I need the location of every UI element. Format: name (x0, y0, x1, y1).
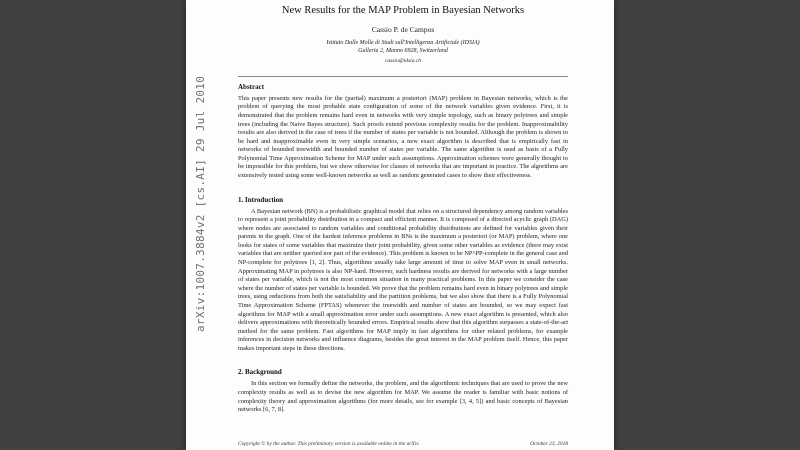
footer-copyright: Copyright © by the author. This preliminary version is available online in the arXiv. (238, 441, 420, 447)
footer-date: October 23, 2018 (530, 441, 568, 447)
paper-title: New Results for the MAP Problem in Bayesian Networks (281, 5, 525, 16)
arxiv-sidebar-stamp: arXiv:1007.3884v2 [cs.AI] 29 Jul 2010 (194, 75, 207, 332)
author-name: Cassio P. de Campos (371, 25, 435, 34)
section-heading-introduction: 1. Introduction (238, 195, 283, 204)
section-text-background: In this section we formally define the networks, the problem, and the algorithmic techniques that are used to prove the new complexity results as well as to devise the new algorithm for MAP. We assume the reader is familiar with basic notions of complexity theory and approximation algorithms (for more details, see for example [3, 4, 5]) and basic concepts of Bayesian networks [6, 7, 8]. (238, 380, 568, 414)
paper-page (186, 0, 614, 450)
abstract-heading: Abstract (238, 82, 265, 91)
affiliation-line-2: Galleria 2, Manno 6928, Switzerland (358, 48, 448, 55)
abstract-text: This paper presents new results for the (partial) maximum a posteriori (MAP) problem in Bayesian networks, which is the problem of querying the most probable state configuration of some of the network variables given evidence. First, it is demonstrated that the problem remains hard even in networks with very simple topology, such as binary polytrees and simple trees (including the Naive Bayes structure). Such proofs extend previous complexity results for the problem. Inapproximability results are also derived in the case of trees if the number of states per variable is not bounded. Although the problem is shown to be hard and inapproximable even in very simple scenarios, a new exact algorithm is described that is empirically fast in networks of bounded treewidth and bounded number of states per variable. The same algorithm is used as basis of a Fully Polynomial Time Approximation Scheme for MAP under such assumptions. Approximation schemes were generally thought to be impossible for this problem, but we show otherwise for classes of networks that are important in practice. The algorithms are extensively tested using some well-known networks as well as random generated cases to show their effectiveness. (238, 94, 568, 179)
section-introduction (238, 196, 568, 354)
section-text-introduction: A Bayesian network (BN) is a probabilistic graphical model that relies on a structured dependency among random variables to represent a joint probability distribution in a compact and efficient manner. It is composed of a directed acyclic graph (DAG) where nodes are associated to random variables and conditional probability distributions are defined for variables given their parents in the graph. One of the hardest inference problems in BNs is the maximum a posteriori (or MAP) problem, where one looks for states of some variables that maximize their joint probability, given some other variables as evidence (there may exist variables that are neither queried nor part of the evidence). This problem is known to be NP^PP-complete in the general case and NP-complete for polytrees [1, 2]. Thus, algorithms usually take large amount of time to solve MAP even in small networks. Approximating MAP in polytrees is also NP-hard. However, such hardness results are derived for networks with a large number of states per variable, which is not the most common situation in many practical problems. In this paper we consider the case where the number of states per variable is bounded. We prove that the problem remains hard even in binary polytrees and simple trees, using reductions from both the satisfiability and the partition problems, but we also show that there is a Fully Polynomial Time Approximation Scheme (FPTAS) whenever the treewidth and number of states are bounded, so we may expect fast algorithms for MAP with a small approximation error under such assumptions. A new exact algorithm is presented, which also delivers approximations with theoretically bounded errors. Empirical results show that this algorithm surpasses a state-of-the-art method for the same problem. Fast algorithms for MAP imply in fast algorithms for other related problems, for example inferences in decision networks and influence diagrams, besides the great interest in the MAP problem itself. Hence, this paper makes important steps in these directions. (238, 207, 568, 352)
paper-content (186, 0, 614, 450)
page-footer (238, 441, 568, 447)
abstract-section (238, 83, 568, 181)
author-email: cassio@idsia.ch (384, 57, 422, 64)
affiliation-line-1: Istituto Dalle Molle di Studi sull'Intelligenza Artificiale (IDSIA) (326, 40, 480, 46)
section-heading-background: 2. Background (238, 368, 282, 377)
section-background (238, 368, 568, 414)
abstract-rule (238, 76, 568, 77)
